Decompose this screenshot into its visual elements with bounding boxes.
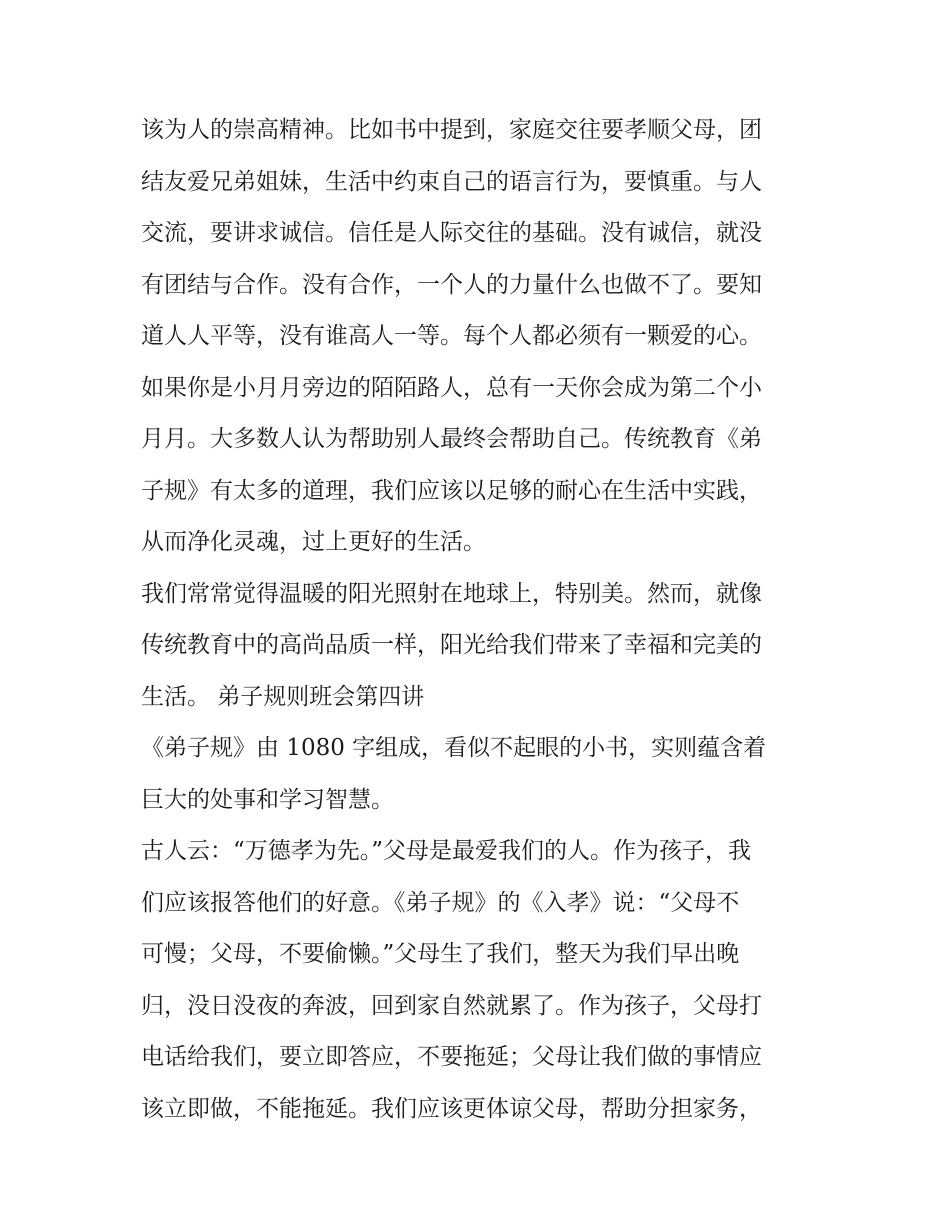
text-line: 子规》有太多的道理，我们应该以足够的耐心在生活中实践，	[141, 477, 762, 504]
text-line: 《弟子规》由 1080 字组成，看似不起眼的小书，实则蕴含着	[141, 735, 767, 761]
text-line: 可慢；父母，不要偷懒。”父母生了我们，整天为我们早出晚	[141, 941, 740, 967]
body-text	[141, 105, 821, 1135]
text-line: 该为人的崇高精神。比如书中提到，家庭交往要孝顺父母，团	[141, 117, 762, 143]
text-line: 该立即做，不能拖延。我们应该更体谅父母，帮助分担家务，	[141, 1095, 762, 1122]
text-line: 如果你是小月月旁边的陌陌路人，总有一天你会成为第二个小	[141, 374, 762, 401]
text-line: 道人人平等，没有谁高人一等。每个人都必须有一颗爱的心。	[141, 323, 762, 349]
text-line: 巨大的处事和学习智慧。	[141, 786, 394, 813]
text-line: 从而净化灵魂，过上更好的生活。	[141, 529, 486, 555]
text-line: 有团结与合作。没有合作，一个人的力量什么也做不了。要知	[141, 271, 762, 298]
text-line: 归，没日没夜的奔波，回到家自然就累了。作为孩子，父母打	[141, 992, 762, 1019]
text-line: 电话给我们，要立即答应，不要拖延；父母让我们做的事情应	[141, 1044, 762, 1070]
text-line: 月月。大多数人认为帮助别人最终会帮助自己。传统教育《弟	[141, 426, 762, 452]
text-line: 结友爱兄弟姐妹，生活中约束自己的语言行为，要慎重。与人	[141, 168, 762, 195]
text-line: 交流，要讲求诚信。信任是人际交往的基础。没有诚信，就没	[141, 220, 762, 246]
text-line: 们应该报答他们的好意。《弟子规》的《入孝》说：“父母不	[141, 889, 740, 916]
text-line: 生活。 弟子规则班会第四讲	[141, 683, 425, 710]
text-line: 古人云：“万德孝为先。”父母是最爱我们的人。作为孩子，我	[141, 838, 752, 864]
text-line: 传统教育中的高尚品质一样，阳光给我们带来了幸福和完美的	[141, 632, 762, 658]
text-line: 我们常常觉得温暖的阳光照射在地球上，特别美。然而，就像	[141, 580, 762, 607]
